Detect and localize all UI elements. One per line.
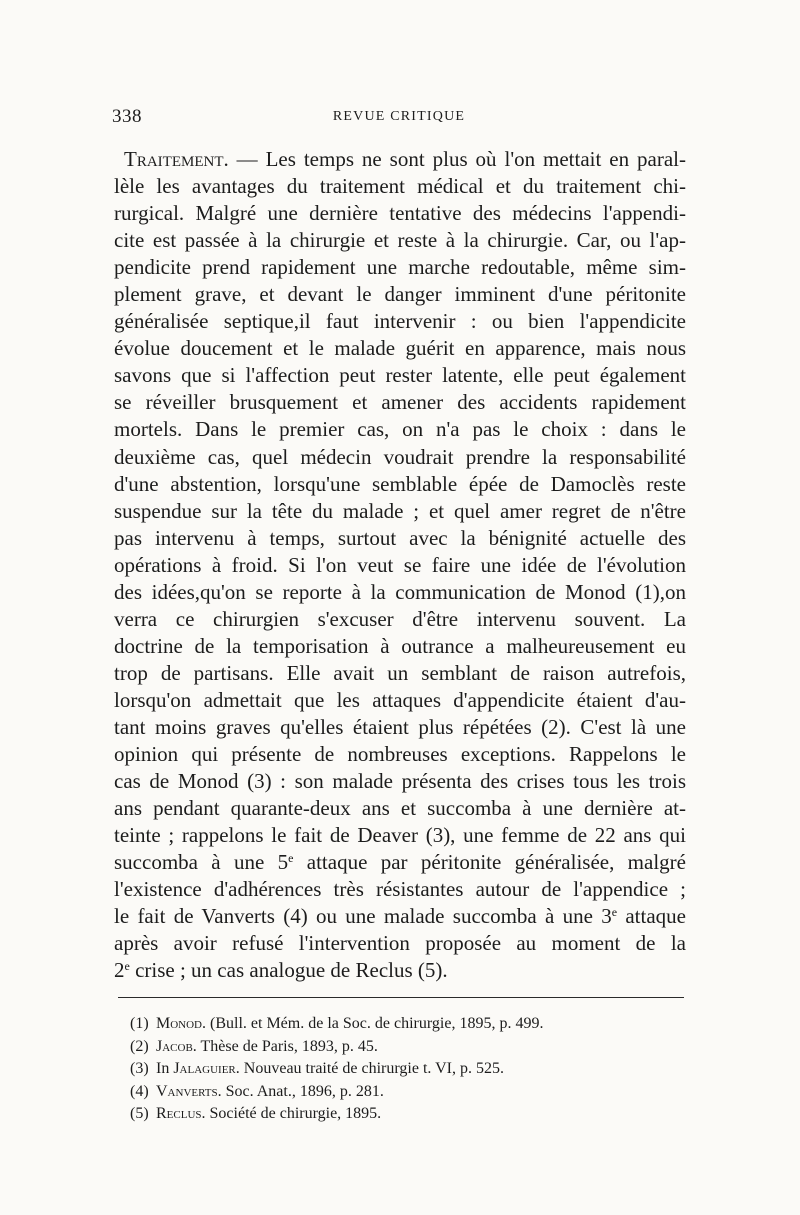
ordinal-superscript: e [124,959,130,974]
body-line: pendicite prend rapidement une marche redoutable, même sim- [114,255,686,280]
body-line-text: attaque [617,904,686,929]
body-line: se réveiller brusquement et amener des accidents rapidement [114,390,686,415]
body-line-text: 2 [114,958,125,983]
body-line: pas intervenu à temps, surtout avec la bénignité actuelle des [114,525,686,550]
section-lead-in: Traitement. [124,147,229,171]
body-line: après avoir refusé l'intervention proposée au moment de la [114,931,686,956]
footnote-author: Jacob. [156,1037,197,1055]
body-line: plement grave, et devant le danger imminent d'une péritonite [114,282,686,307]
ordinal-superscript: e [611,905,618,920]
ordinal-superscript: e [288,851,294,866]
body-line: deuxième cas, quel médecin voudrait prendre la responsabilité [114,444,686,469]
body-line [114,146,686,173]
running-title: REVUE CRITIQUE [332,109,466,124]
body-line: l'existence d'adhérences très résistantes autour de l'appendice ; [114,877,686,902]
body-line-text: crise ; un cas analogue de Reclus (5). [129,958,448,983]
body-line: lèle les avantages du traitement médical et du traitement chi- [114,174,686,199]
footnote-text: Nouveau traité de chirurgie t. VI, p. 525. [239,1060,505,1077]
body-line: évolue doucement et le malade guérit en apparence, mais nous [114,336,686,361]
footnote-number: (2) [130,1037,149,1055]
body-line: doctrine de la temporisation à outrance a malheureusement eu [114,633,686,658]
body-line: cite est passée à la chirurgie et reste à la chirurgie. Car, ou l'ap- [114,228,686,253]
body-text [114,146,686,984]
body-line: d'une abstention, lorsqu'une semblable épée de Damoclès reste [114,471,686,496]
footnote-number: (1) [130,1015,149,1032]
body-line: savons que si l'affection peut rester latente, elle peut également [114,363,686,388]
body-line-text: attaque par péritonite généralisée, malgré [293,850,686,875]
footnote [130,1013,690,1036]
footnote-text: Société de chirurgie, 1895. [205,1105,382,1122]
footnote-author: Vanverts. [156,1082,222,1100]
footnote-number: (5) [130,1105,149,1122]
body-line [114,849,686,876]
footnote-author: Jalaguier. [173,1060,240,1077]
body-line [114,957,686,984]
body-line: verra ce chirurgien s'excuser d'être intervenu souvent. La [114,606,686,631]
footnote-divider [118,997,684,998]
body-line: cas de Monod (3) : son malade présenta des crises tous les trois [114,769,686,794]
footnote [130,1036,690,1059]
body-line-text: le fait de Vanverts (4) ou une malade succomba à une 3 [114,904,612,929]
footnote-author: Monod. [156,1015,207,1032]
page-header [112,106,686,128]
body-line: opinion qui présente de nombreuses exceptions. Rappelons le [114,742,686,767]
body-line: rurgical. Malgré une dernière tentative des médecins l'appendi- [114,201,686,226]
footnote [130,1081,690,1104]
footnote-text: (Bull. et Mém. de la Soc. de chirurgie, 1895, p. 499. [206,1015,544,1032]
footnote-number: (3) [130,1060,149,1077]
body-line: généralisée septique,il faut intervenir : ou bien l'appendicite [114,309,686,334]
body-line: teinte ; rappelons le fait de Deaver (3), une femme de 22 ans qui [114,823,686,848]
footnote [130,1103,690,1126]
body-line: lorsqu'on admettait que les attaques d'appendicite étaient d'au- [114,687,686,712]
footnote-number: (4) [130,1082,149,1100]
body-line-text: succomba à une 5 [114,850,289,875]
footnote-text: Thèse de Paris, 1893, p. 45. [196,1037,378,1055]
footnote-prefix: In [156,1060,174,1077]
footnote-author: Reclus. [156,1105,206,1122]
body-line-text: — Les temps ne sont plus où l'on mettait en paral- [228,147,686,171]
body-line: tant moins graves qu'elles étaient plus répétées (2). C'est là une [114,714,686,739]
body-line [114,903,686,930]
body-line: opérations à froid. Si l'on veut se faire une idée de l'évolution [114,552,686,577]
footnote-text: Soc. Anat., 1896, p. 281. [221,1082,384,1100]
body-line: ans pendant quarante-deux ans et succomba à une dernière at- [114,796,686,821]
footnote [130,1058,690,1081]
page-number: 338 [112,106,142,127]
body-line: mortels. Dans le premier cas, on n'a pas le choix : dans le [114,417,686,442]
footnotes [130,1013,690,1126]
body-line: trop de partisans. Elle avait un semblant de raison autrefois, [114,660,686,685]
body-line: des idées,qu'on se reporte à la communication de Monod (1),on [114,579,686,604]
body-line: suspendue sur la tête du malade ; et quel amer regret de n'être [114,498,686,523]
